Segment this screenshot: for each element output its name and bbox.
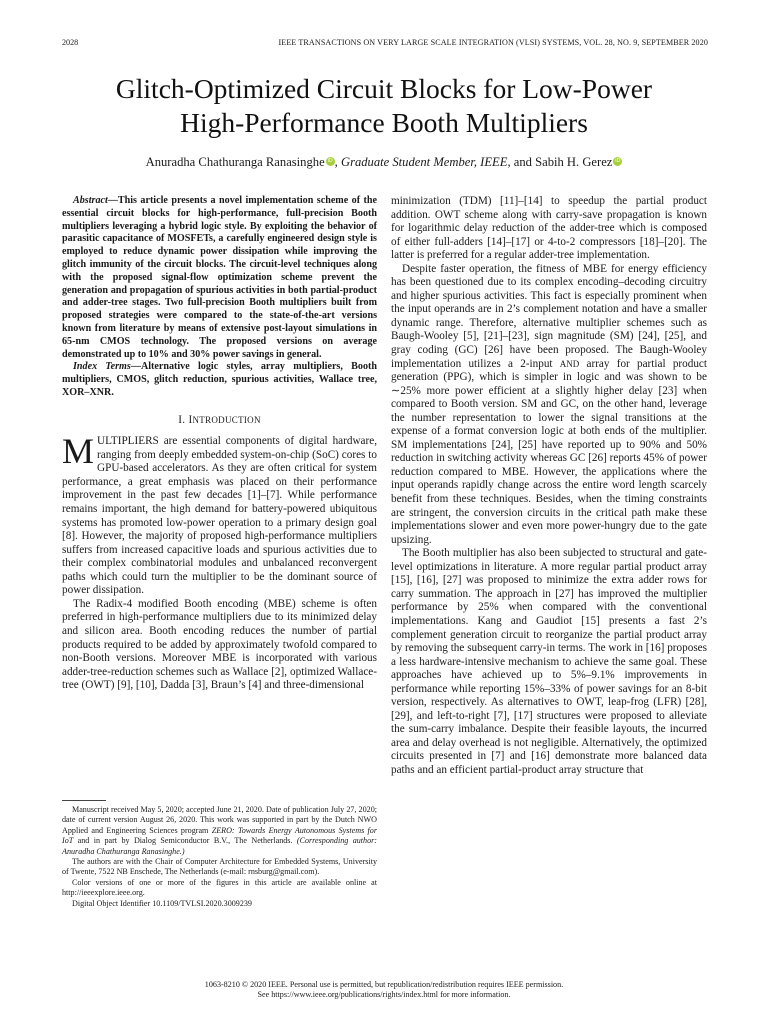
- intro-paragraph-2: The Radix-4 modified Booth encoding (MBE) scheme is often preferred in high-performance multipliers due to its minimized delay and silicon area. Booth encoding reduces the number of partial products required to be added by approximately twofold compared to non-Booth versions. Moreover MBE is incorporated with various adder-tree-reduction schemes such as Wallace [2], optimized Wallace-tree (OWT) [9], [10], Dadda [3], Braun’s [4] and three-dimensional: [62, 597, 377, 692]
- copyright-line-2: See https://www.ieee.org/publications/rights/index.html for more information.: [257, 990, 511, 1000]
- intro-paragraph-1: MULTIPLIERS are essential components of digital hardware, ranging from deeply embedded system-on-chip (SoC) cores to GPU-based accelerators. As they are often critical for system performance, a great emphasis was placed on their performance improvement in the past few decades [1]–[7]. While performance remains important, the high demand for battery-powered ubiquitous systems has promoted low-power operation to a primary design goal [8]. However, the majority of proposed high-performance multipliers suffers from increased capacitive loads and spurious activities due to their complex combinatorial modules and unbalanced reconvergent paths which could turn the multiplier to be the dominant source of power dissipation.: [62, 431, 377, 597]
- author-2-name: Sabih H. Gerez: [535, 155, 613, 169]
- right-column: [391, 195, 707, 778]
- author-1-name: Anuradha Chathuranga Ranasinghe: [145, 155, 325, 169]
- title-line-1: Glitch-Optimized Circuit Blocks for Low-Power: [115, 73, 653, 104]
- right-paragraph-1: Despite faster operation, the fitness of MBE for energy efficiency has been questioned due to its complex encoding–decoding circuitry and higher spurious activities. This fact is especially prominent when the input operands are in 2’s complement notation and have a smaller dynamic range. Therefore, alternative multiplier schemes such as Baugh-Wooley [5], [21]–[23], sign magnitude (SM) [24], [25], and gray coding (GC) [26] have been proposed. The Baugh-Wooley implementation utilizes a 2-input AND array for partial product generation (PPG), which is simpler in logic and was shown to be ∼25% more power efficient at a slightly higher delay [23] when compared to Booth version. SM and GC, on the other hand, leverage the number representation to lower the signal transitions at the expense of a format conversion logic at both ends of the multiplier. SM implementations [24], [25] have reported up to 90% and 50% reduction in switching activity whereas GC [26] reports 45% of power reduction compared to MBE. However, the applications where the input operands rapidly change across the entire word length scarcely benefit from these techniques. Besides, when the timing constraints are stringent, the conversion circuits in the critical path make these implementations slower and even more power-hungry due to the gate upsizing.: [391, 262, 707, 546]
- copyright-notice: [40, 980, 728, 1000]
- running-header: [62, 38, 708, 50]
- author-line: Anuradha Chathuranga Ranasinghe iD , Graduate Student Member, IEEE, and Sabih H. Gerez iD: [145, 155, 621, 169]
- copyright-line-1: 1063-8210 © 2020 IEEE. Personal use is permitted, but republication/redistribution requires IEEE permission.: [204, 980, 564, 989]
- footnote-affiliation: The authors are with the Chair of Computer Architecture for Embedded Systems, University of Twente, 7522 NB Enschede, The Netherlands (e-mail: rnsburg@gmail.com).: [62, 857, 377, 877]
- page-number: 2028: [62, 38, 79, 47]
- footnotes: [62, 800, 377, 909]
- section-heading-introduction: I. INTRODUCTION: [178, 413, 261, 426]
- footnote-manuscript: Manuscript received May 5, 2020; accepted June 21, 2020. Date of publication July 27, 2020; date of current version August 26, 2020. This work was supported in part by the Dutch NWO Applied and Engineering Sciences program ZERO: Towards Energy Autonomous Systems for IoT and in part by Dialog Semiconductor B.V., The Netherlands. (Corresponding author: Anuradha Chathuranga Ranasinghe.): [62, 805, 378, 856]
- paper-title: [40, 72, 728, 140]
- right-paragraph-0: minimization (TDM) [11]–[14] to speedup the partial product addition. OWT scheme along with carry-save propagation is known for logarithmic delay reduction of the adder-tree which is composed of either full-adders [14]–[17] or 4-to-2 compressors [18]–[20]. The latter is preferred for a regular adder-tree implementation.: [391, 195, 707, 262]
- index-terms: Index Terms—Alternative logic styles, array multipliers, Booth multipliers, CMOS, glitch reduction, spurious activities, Wallace tree, XOR–XNR.: [62, 361, 377, 398]
- index-terms-label: Index Terms: [73, 361, 131, 373]
- abstract: Abstract—This article presents a novel implementation scheme of the essential circuit blocks for high-performance, full-precision Booth multipliers leveraging a hybrid logic style. By exploiting the behavior of parasitic capacitance of MOSFETs, a carefully engineered design style is employed to reduce dynamic power dissipation while improving the glitch immunity of the circuit blocks. The circuit-level techniques along with the proposed signal-flow optimization scheme prevent the generation and propagation of spurious activities in both partial-product and adder-tree stages. Two full-precision Booth multipliers built from proposed strategies were compared to the state-of-the-art versions known from literature by means of extensive post-layout simulations in 65-nm CMOS technology. The proposed versions on average demonstrated up to 10% and 30% power savings in general.: [62, 195, 377, 360]
- orcid-icon[interactable]: iD: [615, 158, 621, 164]
- footnote-color-versions: Color versions of one or more of the figures in this article are available online at http://ieeexplore.ieee.org.: [62, 877, 377, 898]
- left-column: [62, 195, 377, 693]
- drop-cap: M: [62, 431, 95, 472]
- author-1-role: Graduate Student Member, IEEE: [340, 155, 508, 169]
- footnote-rule: [62, 800, 106, 801]
- footnote-doi: Digital Object Identifier 10.1109/TVLSI.2020.3009239: [72, 898, 252, 908]
- right-paragraph-2: The Booth multiplier has also been subjected to structural and gate-level optimizations in literature. A more regular partial product array [15], [16], [27] was proposed to minimize the extra adder rows for carry summation. The approach in [27] has improved the multiplier performance by 25% when compared with the conventional implementations. Kang and Gaudiot [15] presents a fast 2’s complement generation circuit to reorganize the partial product array by removing the subsequent carry-in terms. The work in [16] proposes a less hardware-intensive mechanism to achieve the same goal. These approaches have achieved up to 5%–9.1% improvements in performance while reporting 15%–33% of power savings for an 8-bit version, respectively. As alternatives to OWT, leap-frog (LFR) [28], [29], and left-to-right [7], [17] structures were proposed to alleviate the sum-carry imbalance. Despite their feasible layouts, the incurred area and delay overhead is not negligible. Alternatively, the optimized circuits presented in [7] and [16] demonstrate more balanced data paths and an efficient partial-product array structure that: [391, 547, 707, 776]
- abstract-text: This article presents a novel implementation scheme of the essential circuit blocks for high-performance, full-precision Booth multipliers leveraging a hybrid logic style. By exploiting the behavior of parasitic capacitance of MOSFETs, a carefully engineered design style is employed to reduce dynamic power dissipation while improving the glitch immunity of the circuit blocks. The circuit-level techniques along with the proposed signal-flow optimization scheme prevent the generation and propagation of spurious activities in both partial-product and adder-tree stages. Two full-precision Booth multipliers built from proposed strategies were compared to the state-of-the-art versions known from literature by means of extensive post-layout simulations in 65-nm CMOS technology. The proposed versions on average demonstrated up to 10% and 30% power savings in general.: [62, 195, 377, 360]
- title-line-2: High-Performance Booth Multipliers: [180, 107, 588, 138]
- index-terms-text: Alternative logic styles, array multipliers, Booth multipliers, CMOS, glitch reduction, spurious activities, Wallace tree, XOR–XNR.: [62, 361, 377, 398]
- abstract-label: Abstract: [73, 195, 108, 206]
- orcid-icon[interactable]: iD: [327, 158, 333, 164]
- journal-name: IEEE TRANSACTIONS ON VERY LARGE SCALE INTEGRATION (VLSI) SYSTEMS, VOL. 28, NO. 9, SEPTEMBER 2020: [278, 38, 708, 47]
